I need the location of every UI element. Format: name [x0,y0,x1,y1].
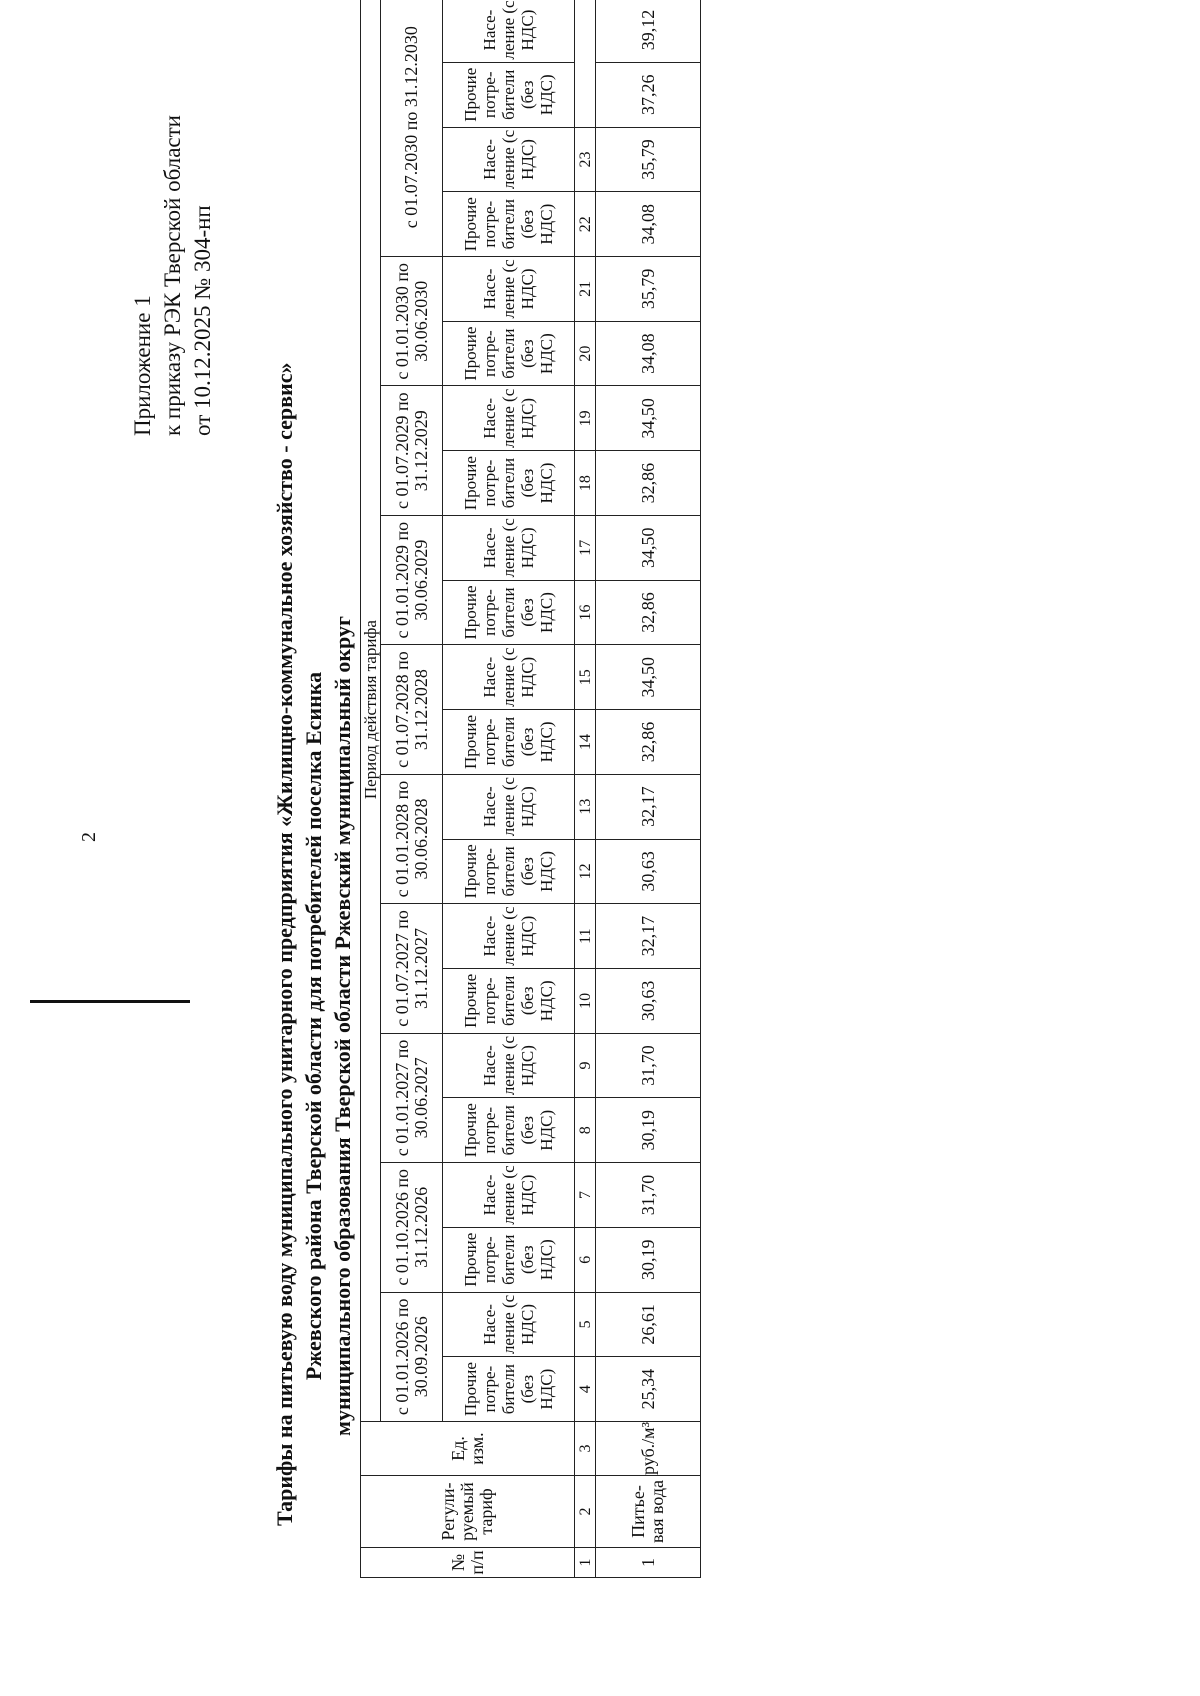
period-range: с 01.01.2028 по 30.06.2028 [381,774,443,903]
label-other-consumers: Прочие потре-бители (без НДС) [443,451,575,516]
tariff-value: 31,70 [596,1033,701,1098]
tariff-value: 32,86 [596,710,701,775]
tariff-value: 34,08 [596,192,701,257]
appendix-line: Приложение 1 [130,295,155,436]
period-range: с 01.01.2026 по 30.09.2026 [381,1292,443,1421]
column-number-row [575,0,596,1578]
header-tariff: Регули-руемый тариф [361,1476,575,1548]
tariff-value: 32,86 [596,580,701,645]
column-number: 17 [575,515,596,580]
label-population: Насе-ление (с НДС) [443,1033,575,1098]
label-other-consumers: Прочие потре-бители (без НДС) [443,1357,575,1422]
column-number: 2 [575,1476,596,1548]
tariff-value: 34,08 [596,321,701,386]
label-population: Насе-ление (с НДС) [443,386,575,451]
column-number: 3 [575,1422,596,1476]
tariff-value: 37,26 [596,62,701,127]
consumer-label-row [443,0,575,1578]
tariff-value: 32,17 [596,774,701,839]
period-range: с 01.10.2026 по 31.12.2026 [381,1163,443,1292]
column-number: 15 [575,645,596,710]
period-range: с 01.01.2027 по 30.06.2027 [381,1033,443,1162]
label-population: Насе-ление (с НДС) [443,515,575,580]
column-number: 20 [575,321,596,386]
column-number: 14 [575,710,596,775]
period-range: с 01.07.2029 по 31.12.2029 [381,386,443,515]
column-number: 23 [575,127,596,192]
title-line: муниципального образования Тверской области Ржевский муниципальный округ [330,616,355,1436]
column-number: 13 [575,774,596,839]
label-population: Насе-ление (с НДС) [443,257,575,322]
header-period: Период действия тарифа [361,0,381,1422]
column-number: 16 [575,580,596,645]
tariff-value: 30,63 [596,968,701,1033]
label-population: Насе-ление (с НДС) [443,774,575,839]
period-range: с 01.01.2030 по 30.06.2030 [381,257,443,386]
tariff-value: 35,79 [596,127,701,192]
label-population: Насе-ление (с НДС) [443,127,575,192]
label-other-consumers: Прочие потре-бители (без НДС) [443,62,575,127]
period-range: с 01.01.2029 по 30.06.2029 [381,515,443,644]
label-population: Насе-ление (с НДС) [443,1163,575,1228]
column-number: 4 [575,1357,596,1422]
title-line: Тарифы на питьевую воду муниципального унитарного предприятия «Жилищно-коммунальное хозяйство - сервис» [272,362,297,1526]
tariff-value: 34,50 [596,515,701,580]
tariff-value: 30,19 [596,1227,701,1292]
scan-artifact-line [30,1000,190,1003]
tariff-value: 31,70 [596,1163,701,1228]
period-range: с 01.07.2028 по 31.12.2028 [381,645,443,774]
tariff-value: 34,50 [596,645,701,710]
column-number: 21 [575,257,596,322]
tariff-value: 32,86 [596,451,701,516]
tariff-value: 30,63 [596,839,701,904]
label-other-consumers: Прочие потре-бители (без НДС) [443,1227,575,1292]
page-number: 2 [78,832,100,842]
header-unit: Ед. изм. [361,1422,575,1476]
label-other-consumers: Прочие потре-бители (без НДС) [443,710,575,775]
column-number: 10 [575,968,596,1033]
tariff-value: 30,19 [596,1098,701,1163]
label-other-consumers: Прочие потре-бители (без НДС) [443,321,575,386]
row-unit: руб./м³ [596,1422,701,1476]
label-other-consumers: Прочие потре-бители (без НДС) [443,968,575,1033]
label-population: Насе-ление (с НДС) [443,645,575,710]
label-other-consumers: Прочие потре-бители (без НДС) [443,839,575,904]
period-range: с 01.07.2027 по 31.12.2027 [381,904,443,1033]
period-range-row [381,0,443,1578]
tariff-value: 35,79 [596,257,701,322]
column-number: 18 [575,451,596,516]
row-tariff: Питье-вая вода [596,1476,701,1548]
column-number: 19 [575,386,596,451]
table-row [596,0,701,1578]
header-num: № п/п [361,1548,575,1578]
row-num: 1 [596,1548,701,1578]
column-number: 8 [575,1098,596,1163]
label-population: Насе-ление (с НДС) [443,904,575,969]
label-other-consumers: Прочие потре-бители (без НДС) [443,580,575,645]
column-number: 11 [575,904,596,969]
appendix-line: от 10.12.2025 № 304-нп [190,205,215,436]
appendix-header [128,115,218,436]
column-number: 12 [575,839,596,904]
title-line: Ржевского района Тверской области для потребителей поселка Есинка [301,671,326,1381]
label-other-consumers: Прочие потре-бители (без НДС) [443,1098,575,1163]
tariff-table [360,0,701,1578]
period-range: с 01.07.2030 по 31.12.2030 [381,0,443,257]
tariff-value: 34,50 [596,386,701,451]
tariff-value: 26,61 [596,1292,701,1357]
column-number: 7 [575,1163,596,1228]
tariff-value: 39,12 [596,0,701,62]
document-title [270,362,357,1526]
table-header-row [361,0,381,1578]
column-number: 9 [575,1033,596,1098]
label-population: Насе-ление (с НДС) [443,0,575,62]
tariff-value: 32,17 [596,904,701,969]
column-number: 6 [575,1227,596,1292]
appendix-line: к приказу РЭК Тверской области [160,115,185,436]
label-other-consumers: Прочие потре-бители (без НДС) [443,192,575,257]
tariff-value: 25,34 [596,1357,701,1422]
column-number: 5 [575,1292,596,1357]
label-population: Насе-ление (с НДС) [443,1292,575,1357]
column-number: 22 [575,192,596,257]
column-number: 1 [575,1548,596,1578]
